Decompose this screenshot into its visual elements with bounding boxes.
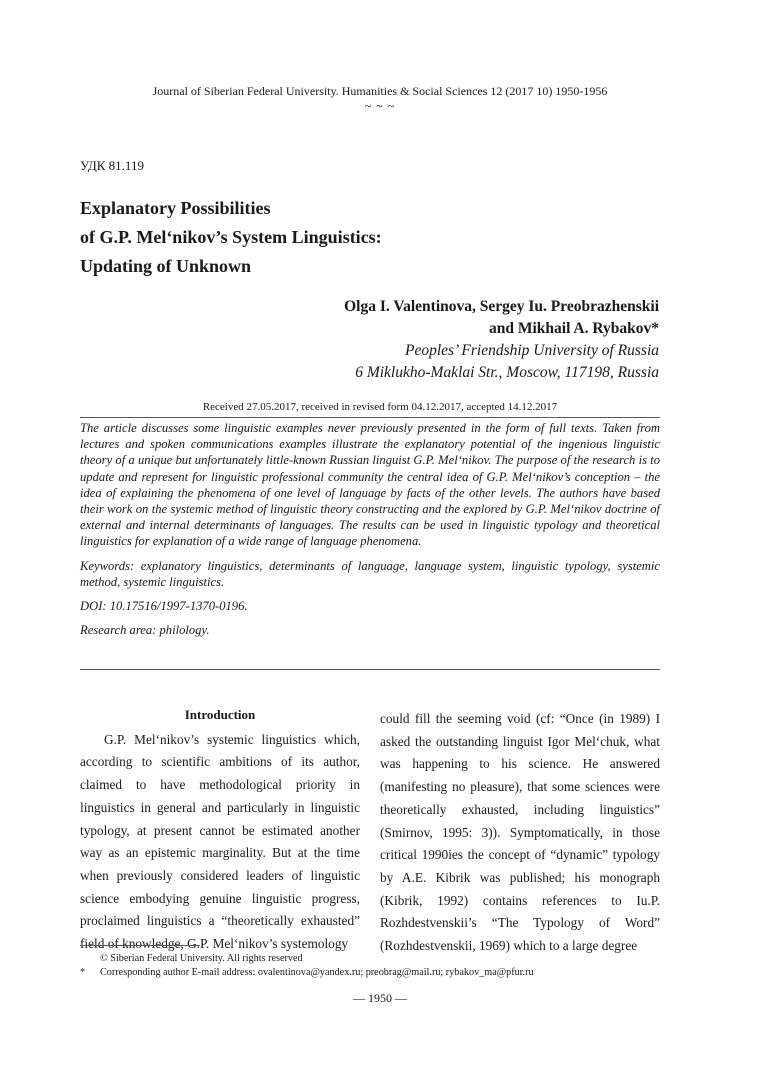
corresponding-author-note	[80, 966, 534, 980]
author-block	[344, 296, 659, 384]
abstract-block	[80, 420, 660, 638]
author-address: 6 Miklukho-Maklai Str., Moscow, 117198, Russia	[355, 364, 659, 381]
research-area: Research area: philology.	[80, 623, 210, 638]
authors-line-1: Olga I. Valentinova, Sergey Iu. Preobrazhenskii	[344, 298, 659, 315]
copyright-note: © Siberian Federal University. All rights reserved	[100, 953, 303, 964]
title-line-2: of G.P. Mel‘nikov’s System Linguistics:	[80, 227, 382, 247]
body-paragraph-left: G.P. Mel‘nikov’s systemic linguistics which, according to scientific ambitions of its author, claimed to have methodological priority in linguistics in general and particularly in linguistic typology, at present cannot be estimated another way as an epistemic marginality. But at the time when previously considered leaders of linguistic science embodying genuine linguistic progress, proclaimed linguistics a “theoretically exhausted” field of knowledge, G.P. Mel‘nikov’s systemology	[80, 731, 360, 952]
corresponding-author-text: Corresponding author E-mail address: ovalentinova@yandex.ru; preobrag@mail.ru; rybakov_ma@pfur.ru	[100, 967, 534, 978]
doi-link[interactable]: DOI: 10.17516/1997-1370-0196.	[80, 599, 248, 614]
footnote-rule	[80, 945, 200, 946]
received-dates: Received 27.05.2017, received in revised form 04.12.2017, accepted 14.12.2017	[202, 401, 558, 413]
udk-code: УДК 81.119	[80, 158, 144, 173]
author-affiliation: Peoples’ Friendship University of Russia	[405, 342, 659, 359]
title-line-1: Explanatory Possibilities	[80, 198, 271, 218]
abstract-bottom-rule	[80, 669, 660, 670]
keywords: Keywords: explanatory linguistics, determinants of language, language system, linguistic typology, systemic method, systemic linguistics.	[80, 558, 660, 589]
title-line-3: Updating of Unknown	[80, 256, 252, 276]
page-number: — 1950 —	[353, 991, 407, 1005]
body-paragraph-right: could fill the seeming void (cf: “Once (in 1989) I asked the outstanding linguist Igor Mel‘chuk, what was happening to his science. He answered (manifesting no pleasure), that some sciences were theoretically exhausted, including linguistics” (Smirnov, 1995: 3)). Symptomatically, in those critical 1990ies the concept of “dynamic” typology by A.E. Kibrik was published; his monograph (Kibrik, 1992) contains references to Iu.P. Rozhdestvenskii’s “The Typology of Word” (Rozhdestvenskii, 1969) which to a large degree	[380, 711, 660, 954]
authors-line-2: and Mikhail A. Rybakov*	[488, 320, 659, 337]
footnotes	[80, 952, 534, 980]
footnote-asterisk: *	[80, 967, 86, 978]
abstract-top-rule	[80, 417, 660, 418]
section-heading-introduction: Introduction	[184, 707, 256, 722]
body-right-column	[380, 708, 660, 958]
article-title	[80, 194, 382, 281]
abstract-text: The article discusses some linguistic examples never previously presented in the form of full texts. Taken from lectures and spoken communications examples illustrate the explanatory potential of the ingenious linguistic theory of a unique but unfortunately little-known Russian linguist G.P. Mel‘nikov. The purpose of the research is to update and represent for linguistic professional community the central idea of G.P. Mel‘nikov’s conception – the idea of explaining the phenomena of one level of language by facts of the other levels. The authors have based their work on the systemic method of linguistic theory constructing and the explored by G.P. Mel‘nikov doctrine of external and internal determinants of languages. The results can be used in linguistic typology and theoretical linguistics for explanation of a wide range of language phenomena.	[80, 421, 660, 549]
body-left-column	[80, 704, 360, 956]
journal-header: Journal of Siberian Federal University. Humanities & Social Sciences 12 (2017 10) 1950-1956	[152, 84, 608, 98]
header-separator: ~ ~ ~	[364, 99, 396, 113]
